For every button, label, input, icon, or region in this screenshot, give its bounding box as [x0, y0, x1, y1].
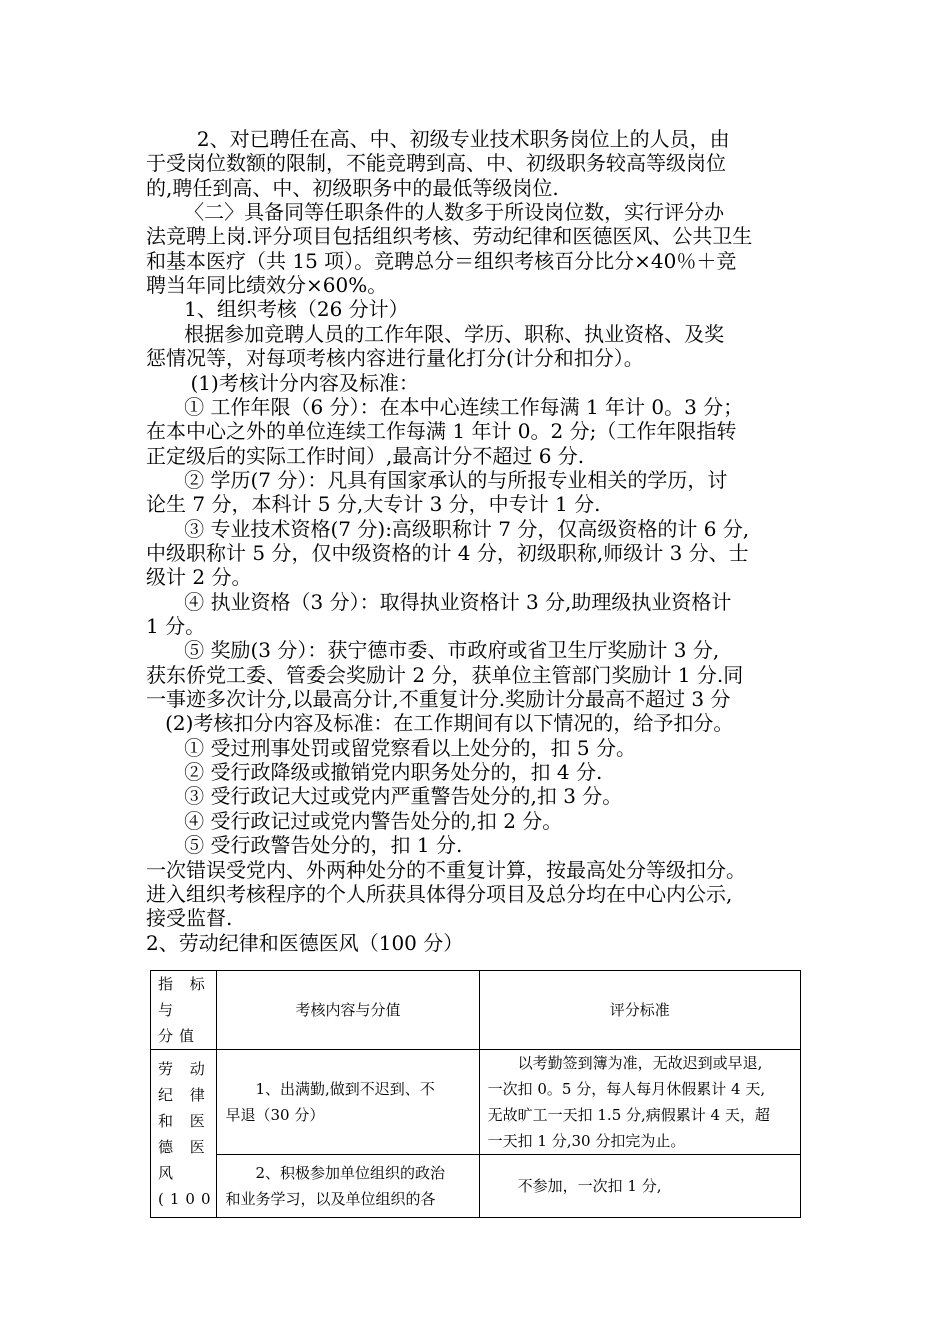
text-line: 法竞聘上岗.评分项目包括组织考核、劳动纪律和医德医风、公共卫生 — [146, 224, 753, 249]
content-line: 和业务学习，以及单位组织的各 — [225, 1190, 436, 1208]
content-cell — [217, 1155, 479, 1218]
content-line: 1、出满勤,做到不迟到、不 — [255, 1080, 435, 1098]
text-line: 进入组织考核程序的个人所获具体得分项目及总分均在中心内公示, — [146, 881, 733, 906]
standard-line: 一次扣 0。5 分，每人每月休假累计 4 天, — [487, 1080, 766, 1098]
text-line: (2)考核扣分内容及标准：在工作期间有以下情况的，给予扣分。 — [146, 711, 734, 736]
content-line: 早退（30 分） — [225, 1106, 325, 1124]
standard-line: 无故旷工一天扣 1.5 分,病假累计 4 天，超 — [487, 1106, 770, 1124]
text-line: 中级职称计 5 分，仅中级资格的计 4 分，初级职称,师级计 3 分、士 — [146, 540, 749, 565]
text-line: 论生 7 分，本科计 5 分,大专计 3 分，中专计 1 分. — [146, 492, 601, 517]
category-cell — [151, 1050, 217, 1218]
text-line: 在本中心之外的单位连续工作每满 1 年计 0。2 分;（工作年限指转 — [146, 419, 737, 444]
text-line: 于受岗位数额的限制，不能竞聘到高、中、初级职务较高等级岗位 — [146, 151, 726, 176]
text-line: ④ 执业资格（3 分）：取得执业资格计 3 分,助理级执业资格计 — [146, 589, 732, 614]
standard-cell — [479, 1050, 800, 1155]
standard-line: 以考勤签到簿为准，无故迟到或早退, — [517, 1054, 763, 1072]
text-line: ① 工作年限（6 分）：在本中心连续工作每满 1 年计 0。3 分； — [146, 394, 744, 419]
text-line: (1)考核计分内容及标准： — [146, 370, 419, 395]
category-line: 德 医 — [158, 1137, 211, 1156]
text-line: 1 分。 — [146, 614, 206, 638]
standard-cell — [479, 1155, 800, 1218]
header-indicator-line: 指 标 — [158, 975, 211, 993]
text-line: 根据参加竞聘人员的工作年限、学历、职称、执业资格、及奖 — [146, 321, 725, 346]
text-line: ③ 专业技术资格(7 分):高级职称计 7 分，仅高级资格的计 6 分, — [146, 516, 750, 541]
standard-line: 不参加，一次扣 1 分, — [517, 1177, 662, 1195]
text-line: 的,聘任到高、中、初级职务中的最低等级岗位. — [146, 175, 559, 200]
header-indicator-line: 与 — [158, 1001, 180, 1019]
text-line: 一事迹多次计分,以最高分计,不重复计分.奖励计分最高不超过 3 分 — [146, 687, 731, 712]
text-line: ⑤ 奖励(3 分）：获宁德市委、市政府或省卫生厅奖励计 3 分, — [146, 638, 720, 663]
table-header-row — [151, 971, 801, 1050]
text-line: 2、劳动纪律和医德医风（100 分） — [146, 930, 464, 955]
text-line: 获东侨党工委、管委会奖励计 2 分，获单位主管部门奖励计 1 分.同 — [146, 662, 744, 687]
text-line: 〈二〉具备同等任职条件的人数多于所设岗位数，实行评分办 — [146, 200, 725, 225]
table-row — [151, 1050, 801, 1155]
standard-line: 一天扣 1 分,30 分扣完为止。 — [487, 1132, 686, 1150]
header-standard-cell: 评分标准 — [479, 971, 800, 1050]
text-line: 正定级后的实际工作时间）,最高计分不超过 6 分. — [146, 443, 585, 468]
header-content-cell: 考核内容与分值 — [217, 971, 479, 1050]
text-line: 接受监督. — [146, 906, 233, 931]
category-line: (100 — [158, 1189, 217, 1208]
category-line: 风 — [158, 1163, 180, 1182]
header-indicator-cell — [151, 971, 217, 1050]
text-line: ② 受行政降级或撤销党内职务处分的，扣 4 分. — [146, 760, 603, 785]
text-line: 1、组织考核（26 分计） — [146, 297, 409, 322]
text-line: 和基本医疗（共 15 项）。竞聘总分＝组织考核百分比分×40％＋竞 — [146, 248, 737, 273]
category-line: 和 医 — [158, 1111, 211, 1130]
scoring-table — [150, 970, 801, 1218]
text-line: 惩情况等，对每项考核内容进行量化打分(计分和扣分）。 — [146, 346, 644, 371]
content-cell — [217, 1050, 479, 1155]
text-line: 2、对已聘任在高、中、初级专业技术职务岗位上的人员，由 — [146, 127, 730, 151]
text-line: 聘当年同比绩效分×60%。 — [146, 273, 388, 298]
table-row — [151, 1155, 801, 1218]
text-line: ① 受过刑事处罚或留党察看以上处分的，扣 5 分。 — [146, 735, 636, 760]
text-line: 级计 2 分。 — [146, 565, 252, 590]
header-indicator-line: 分值 — [158, 1027, 201, 1045]
text-line: ⑤ 受行政警告处分的，扣 1 分. — [146, 833, 463, 858]
content-line: 2、积极参加单位组织的政治 — [255, 1164, 446, 1182]
text-line: ④ 受行政记过或党内警告处分的,扣 2 分。 — [146, 808, 563, 833]
category-line: 纪 律 — [158, 1085, 211, 1104]
text-line: 一次错误受党内、外两种处分的不重复计算，按最高处分等级扣分。 — [146, 857, 746, 882]
text-line: ② 学历(7 分）：凡具有国家承认的与所报专业相关的学历，讨 — [146, 467, 728, 492]
text-line: ③ 受行政记大过或党内严重警告处分的,扣 3 分。 — [146, 784, 623, 809]
category-line: 劳 动 — [158, 1059, 211, 1078]
